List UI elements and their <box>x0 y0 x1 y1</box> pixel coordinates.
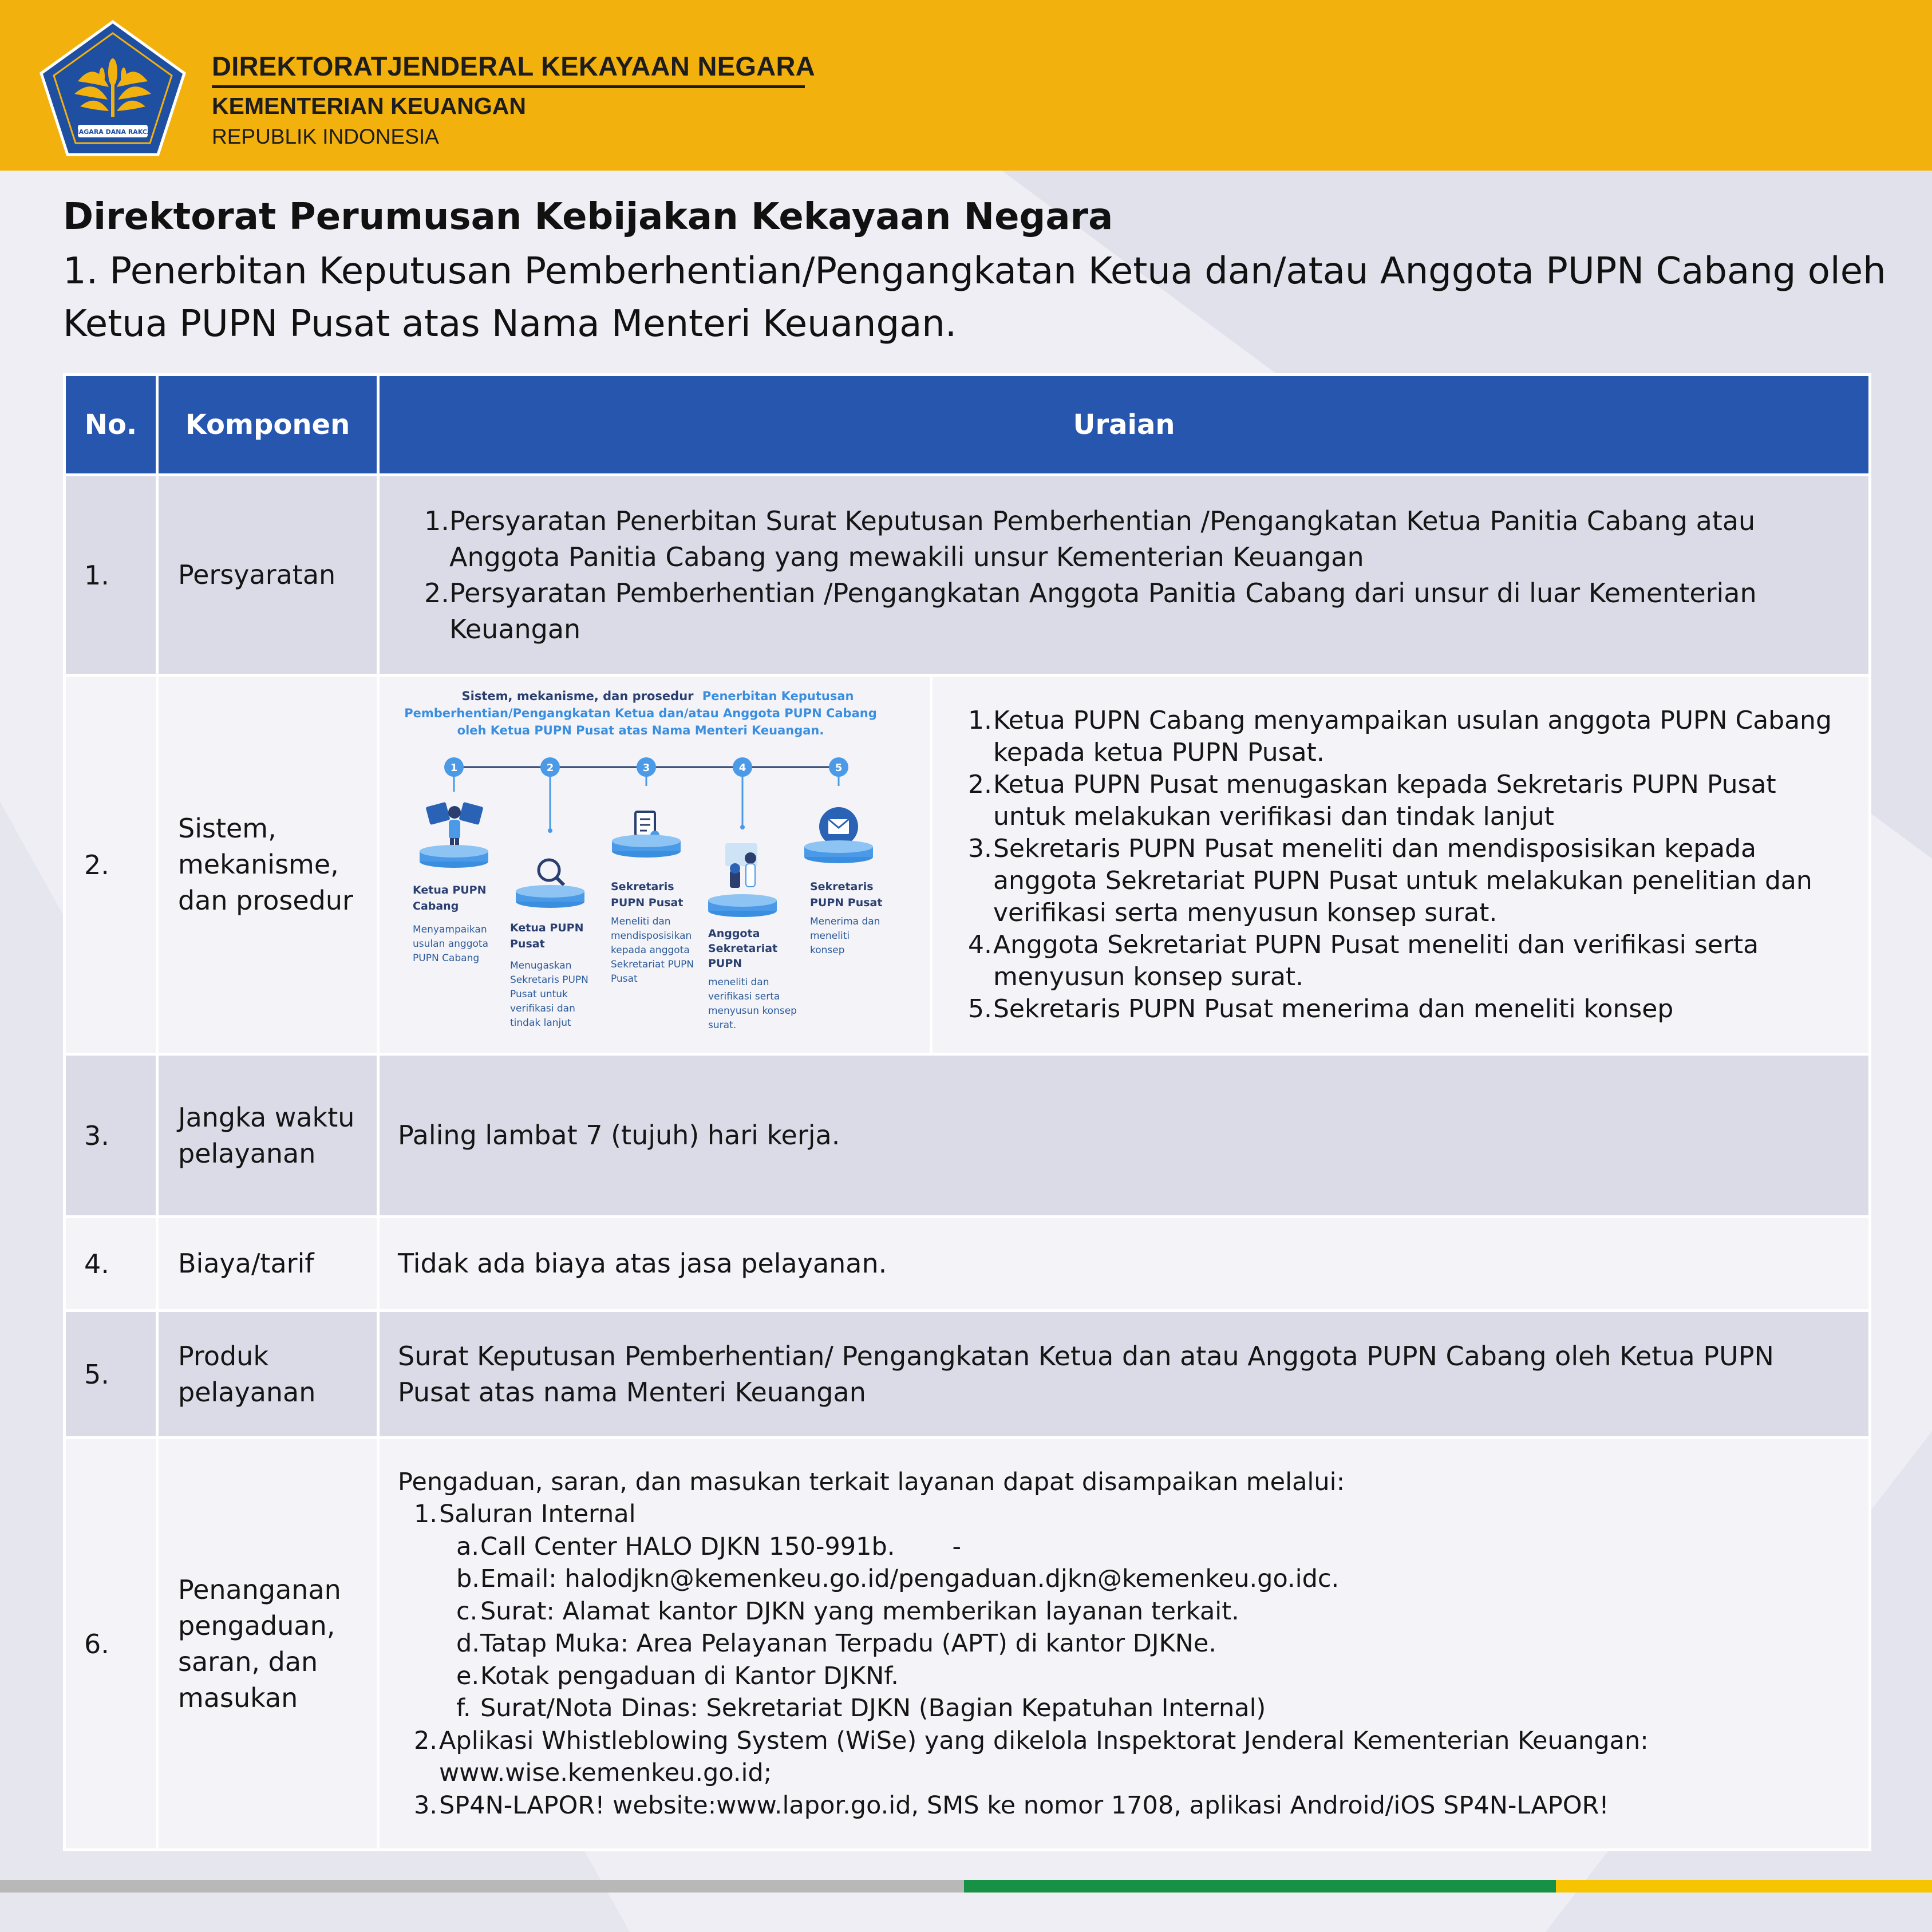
diagram-title-dark: Sistem, mekanisme, dan prosedur <box>461 689 694 703</box>
diagram-title-line3: oleh Ketua PUPN Pusat atas Nama Menteri Keuangan. <box>457 723 824 737</box>
magnifier-search-icon <box>539 860 564 885</box>
table-header-row <box>65 375 1870 475</box>
step-role: Sekretaris <box>611 880 674 893</box>
svg-text:Ketua PUPN Cabang <box>413 884 490 912</box>
header-uraian: Uraian <box>378 375 1870 475</box>
row-component: Persyaratan <box>157 475 378 675</box>
svg-text:Menyampaikan usulan <box>413 924 491 964</box>
svg-text:Ketua PUPN Pusat <box>510 922 587 950</box>
researcher-microscope-icon <box>725 843 757 888</box>
service-title: 1. Penerbitan Keputusan Pemberhentian/Pengangkatan Ketua dan/atau Anggota PUPN Cabang oleh Ketua PUPN Pusat atas Nama Menteri Keuangan. <box>63 250 1886 345</box>
directorate-title: Direktorat Perumusan Kebijakan Kekayaan Negara <box>63 196 1113 238</box>
list-item: Persyaratan Pemberhentian /Pengangkatan Anggota Panitia Cabang dari unsur di luar Kementerian Keuangan <box>449 577 1757 645</box>
list-item: Anggota Sekretariat PUPN Pusat meneliti dan verifikasi serta menyusun konsep surat. <box>993 930 1759 991</box>
svg-text:Sistem, mekanisme, dan prosedu <box>462 689 854 703</box>
step-desc: meneliti dan <box>708 976 769 988</box>
list-item: Ketua PUPN Pusat menugaskan kepada Sekretaris PUPN Pusat untuk melakukan verifikasi dan tindak lanjut <box>993 769 1776 831</box>
step-desc: verifikasi dan <box>510 1002 575 1014</box>
list-item: SP4N-LAPOR! website:www.lapor.go.id, SMS ke nomor 1708, aplikasi Android/iOS SP4N-LAPOR! <box>439 1791 1609 1820</box>
step-desc: verifikasi serta <box>708 990 780 1002</box>
row-component: Penanganan pengaduan, saran, dan masukan <box>157 1438 378 1850</box>
row-description <box>378 1438 1870 1850</box>
country-name: REPUBLIK INDONESIA <box>212 125 439 148</box>
footer-bar-gray <box>0 1880 964 1893</box>
list-item: Surat/Nota Dinas: Sekretariat DJKN (Bagian Kepatuhan Internal) <box>480 1694 1266 1723</box>
svg-text:Menerima dan menelit <box>810 916 883 956</box>
row-number: 6. <box>65 1438 157 1850</box>
step-role: PUPN Pusat <box>611 896 683 909</box>
step-desc: tindak lanjut <box>510 1017 571 1029</box>
list-item: Persyaratan Penerbitan Surat Keputusan Pemberhentian /Pengangkatan Ketua Panitia Cabang atau Anggota Panitia Cabang yang mewakili unsur Kementerian Keuangan <box>449 505 1756 572</box>
table-row <box>65 1054 1870 1217</box>
svg-text:Sekretaris PUPN Pusa <box>810 880 882 909</box>
complaint-channel-list <box>418 1498 1851 1822</box>
row-component: Jangka waktu pelayanan <box>157 1054 378 1217</box>
step-role: Anggota <box>708 927 760 940</box>
table-row <box>65 475 1870 675</box>
procedure-diagram-cell <box>378 675 931 1054</box>
envelope-mail-icon <box>819 807 858 846</box>
footer-bar-green <box>964 1880 1556 1893</box>
list-item: Kotak pengaduan di Kantor DJKNf. <box>480 1661 899 1690</box>
header-no: No. <box>65 375 157 475</box>
list-item: Surat: Alamat kantor DJKN yang memberikan layanan terkait. <box>480 1597 1239 1626</box>
step-number: 4 <box>738 761 746 774</box>
procedure-list <box>973 705 1851 1025</box>
step-number: 2 <box>546 761 554 774</box>
list-item: Sekretaris PUPN Pusat meneliti dan mendisposisikan kepada anggota Sekretariat PUPN Pusat untuk melakukan penelitian dan verifikasi serta menyusun konsep surat. <box>993 833 1812 927</box>
diagram-title-blue: Penerbitan Keputusan <box>702 689 854 703</box>
procedure-diagram <box>380 677 927 1050</box>
row-number: 5. <box>65 1311 157 1438</box>
step-role: Ketua PUPN <box>510 921 584 934</box>
channel-item: Call Center HALO DJKN 150-991b. <box>480 1532 895 1561</box>
step-desc: menyusun konsep <box>708 1005 797 1017</box>
row-component: Sistem, mekanisme, dan prosedur <box>157 675 378 1054</box>
step-role: Cabang <box>413 899 459 912</box>
step-desc: usulan anggota <box>413 938 488 950</box>
step-desc: PUPN Cabang <box>413 952 480 964</box>
step-desc: Menyampaikan <box>413 923 487 935</box>
list-item: Aplikasi Whistleblowing System (WiSe) yang dikelola Inspektorat Jenderal Kementerian Keuangan: www.wise.kemenkeu.go.id; <box>439 1726 1649 1788</box>
row-component: Biaya/tarif <box>157 1217 378 1311</box>
complaint-intro: Pengaduan, saran, dan masukan terkait layanan dapat disampaikan melalui: <box>398 1467 1345 1496</box>
ministry-name: KEMENTERIAN KEUANGAN <box>212 93 526 119</box>
step-desc: Sekretariat PUPN <box>611 958 694 970</box>
table-row <box>65 1217 1870 1311</box>
row-number: 3. <box>65 1054 157 1217</box>
step-role: Ketua PUPN <box>413 883 487 896</box>
step-role: PUPN <box>708 957 742 970</box>
logo-motto: NAGARA DANA RAKCA <box>73 128 152 136</box>
step-desc: konsep <box>810 944 845 956</box>
svg-text:Meneliti dan mendisp <box>611 916 697 985</box>
step-desc: kepada anggota <box>611 944 690 956</box>
row-number: 1. <box>65 475 157 675</box>
list-item: Sekretaris PUPN Pusat menerima dan meneliti konsep <box>993 994 1674 1024</box>
kemenkeu-logo-icon <box>38 19 188 157</box>
footer-bar-yellow <box>1556 1880 1932 1893</box>
row-description <box>378 475 1870 675</box>
row-description: Surat Keputusan Pemberhentian/ Pengangkatan Ketua dan atau Anggota PUPN Cabang oleh Ketua PUPN Pusat atas nama Menteri Keuangan <box>378 1311 1870 1438</box>
list-item <box>460 1531 1851 1563</box>
list-item <box>418 1498 1851 1725</box>
org-name: DIREKTORATJENDERAL KEKAYAAN NEGARA <box>212 51 815 81</box>
service-table <box>63 373 1871 1851</box>
step-desc: Sekretaris PUPN <box>510 974 588 986</box>
internal-channel-list <box>460 1531 1851 1725</box>
dash-mark: - <box>952 1532 962 1561</box>
svg-text:Anggota Sekretariat <box>708 927 781 970</box>
svg-text:meneliti dan verifik <box>708 977 800 1031</box>
step-number: 1 <box>450 761 458 774</box>
step-desc: mendisposisikan <box>611 930 692 942</box>
row-description: Tidak ada biaya atas jasa pelayanan. <box>378 1217 1870 1311</box>
step-desc: Pusat untuk <box>510 988 568 1000</box>
row-description: Paling lambat 7 (tujuh) hari kerja. <box>378 1054 1870 1217</box>
header-komponen: Komponen <box>157 375 378 475</box>
step-number: 3 <box>642 761 650 774</box>
requirements-list <box>429 503 1851 647</box>
step-desc: Menugaskan <box>510 959 572 971</box>
step-number: 5 <box>835 761 843 774</box>
list-item: Email: halodjkn@kemenkeu.go.id/pengaduan.djkn@kemenkeu.go.idc. <box>480 1564 1340 1594</box>
step-desc: Menerima dan <box>810 915 880 927</box>
row-number: 4. <box>65 1217 157 1311</box>
step-role: Sekretaris <box>810 880 874 893</box>
list-item: Tatap Muka: Area Pelayanan Terpadu (APT) di kantor DJKNe. <box>480 1629 1217 1658</box>
step-role: PUPN Pusat <box>810 896 883 909</box>
header-banner <box>0 0 1932 171</box>
step-desc: meneliti <box>810 930 850 942</box>
svg-text:Menugaskan Sekretari <box>510 960 591 1029</box>
step-role: Pusat <box>510 937 545 950</box>
header-divider <box>212 85 805 88</box>
table-row <box>65 1438 1870 1850</box>
step-desc: Meneliti dan <box>611 915 671 927</box>
channel-title: Saluran Internal <box>439 1500 636 1529</box>
step-desc: Pusat <box>611 973 638 985</box>
step-role: Sekretariat <box>708 942 778 955</box>
row-component: Produk pelayanan <box>157 1311 378 1438</box>
svg-text:Sekretaris PUPN Pusa <box>611 880 683 909</box>
diagram-title-line2: Pemberhentian/Pengangkatan Ketua dan/atau Anggota PUPN Cabang <box>404 706 877 720</box>
step-desc: surat. <box>708 1019 737 1031</box>
row-description <box>931 675 1870 1054</box>
list-item: Ketua PUPN Cabang menyampaikan usulan anggota PUPN Cabang kepada ketua PUPN Pusat. <box>993 705 1832 767</box>
table-row <box>65 675 1870 1054</box>
row-number: 2. <box>65 675 157 1054</box>
table-row <box>65 1311 1870 1438</box>
